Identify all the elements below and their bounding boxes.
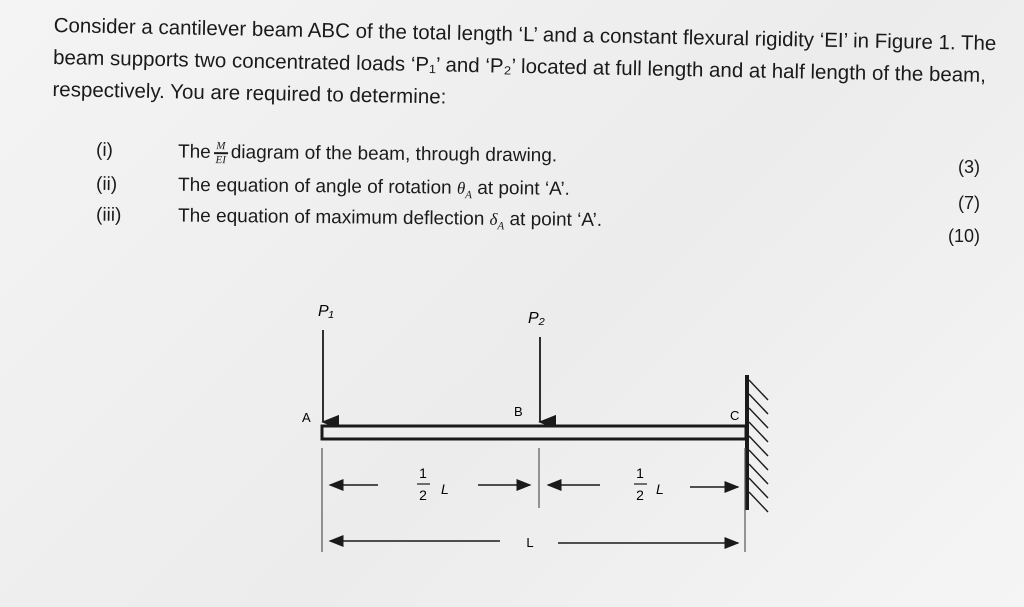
- question-3-marks: (10): [948, 226, 981, 246]
- question-3-pre: The equation of maximum deflection: [177, 205, 485, 230]
- theta-symbol: θ: [456, 178, 466, 198]
- dim-half-2-var: L: [656, 481, 664, 497]
- fraction-numerator: M: [216, 140, 226, 153]
- dim-half-2-num: 1: [636, 465, 644, 481]
- point-a-label: A: [302, 410, 311, 425]
- load-p2-label: P₂: [528, 310, 545, 327]
- point-c-label: C: [730, 408, 740, 423]
- point-b-label: B: [514, 404, 523, 419]
- theta-subscript: A: [465, 189, 473, 202]
- wall-hatching: [749, 380, 768, 512]
- question-1-number: (i): [95, 139, 114, 162]
- delta-subscript: A: [497, 220, 505, 233]
- delta-symbol: δ: [489, 209, 498, 229]
- load-p1-label: P₁: [318, 303, 334, 320]
- beam: [322, 426, 746, 439]
- question-1-post: diagram of the beam, through drawing.: [230, 142, 558, 167]
- question-1-marks: (3): [958, 157, 980, 177]
- question-3-post: at point ‘A’.: [509, 208, 603, 231]
- question-2-number: (ii): [95, 173, 118, 196]
- dim-total-label: L: [526, 535, 534, 550]
- dim-half-1-var: L: [441, 481, 449, 497]
- problem-intro-text: Consider a cantilever beam ABC of the total length ‘L’ and a constant flexural rigidity ‘EI’ in Figure 1. The beam supports two concentrated loads ‘P₁’ and ‘P₂’ located at full length and at half length of the beam, respectively. You are required to determine:: [52, 13, 997, 109]
- question-2-marks: (7): [958, 193, 980, 213]
- question-2-post: at point ‘A’.: [477, 177, 570, 200]
- question-1-pre: The: [177, 141, 211, 163]
- dim-half-1-num: 1: [419, 465, 427, 481]
- question-3-number: (iii): [95, 204, 122, 226]
- dim-half-2-den: 2: [636, 487, 644, 503]
- dim-half-1-den: 2: [419, 487, 427, 503]
- question-2-pre: The equation of angle of rotation: [177, 174, 452, 199]
- fraction-denominator: EI: [215, 153, 226, 166]
